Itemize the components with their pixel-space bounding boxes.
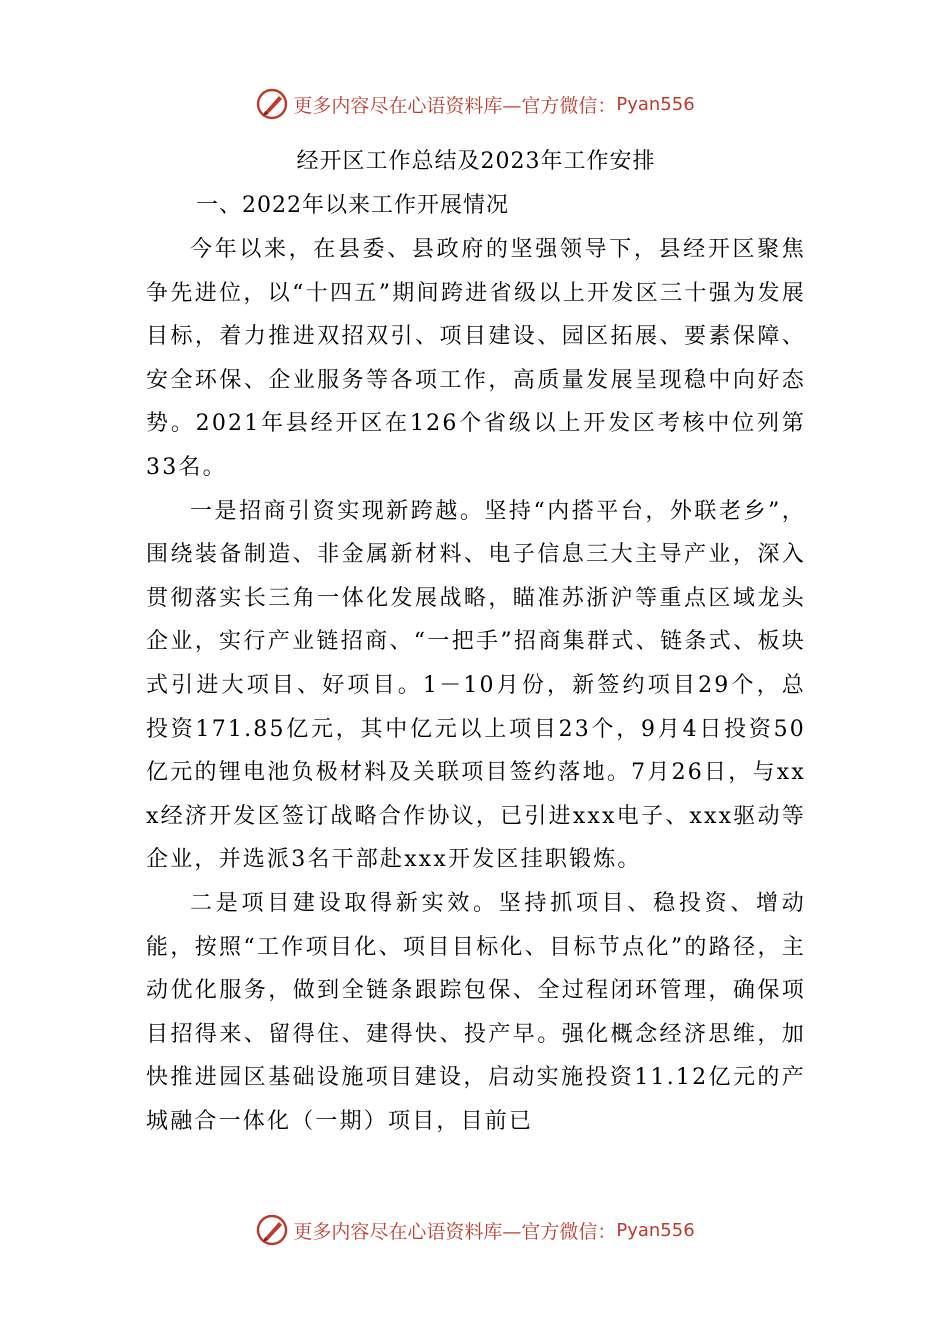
paragraph-investment: 一是招商引资实现新跨越。坚持“内搭平台，外联老乡”，围绕装备制造、非金属新材料、电子信息三大主导产业，深入贯彻落实长三角一体化发展战略，瞄准苏浙沪等重点区域龙头企业，实行产业链招商、“一把手”招商集群式、链条式、板块式引进大项目、好项目。1－10月份，新签约项目29个，总投资171.85亿元，其中亿元以上项目23个，9月4日投资50亿元的锂电池负极材料及关联项目签约落地。7月26日，与xxx经济开发区签订战略合作协议，已引进xxx电子、xxx驱动等企业，并选派3名干部赴xxx开发区挂职锻炼。 [146,498,806,873]
section-heading: 一、2022年以来工作开展情况 [196,193,509,218]
document-body [146,140,806,1143]
paragraph-intro: 今年以来，在县委、县政府的坚强领导下，县经开区聚焦争先进位，以“十四五”期间跨进省级以上开发区三十强为发展目标，着力推进双招双引、项目建设、园区拓展、要素保障、安全环保、企业服务等各项工作，高质量发展呈现稳中向好态势。2021年县经开区在126个省级以上开发区考核中位列第33名。 [146,237,806,480]
pen-logo-icon [255,1213,289,1247]
watermark-footer [0,1210,950,1250]
watermark-text: 更多内容尽在心语资料库—官方微信： [293,1220,617,1243]
pen-logo-icon [255,87,289,121]
document-title: 经开区工作总结及2023年工作安排 [296,149,656,174]
watermark-handle: Pyan556 [616,93,695,115]
watermark-handle: Pyan556 [616,1219,695,1241]
watermark-text: 更多内容尽在心语资料库—官方微信： [293,94,617,117]
watermark-header [0,84,950,124]
paragraph-projects: 二是项目建设取得新实效。坚持抓项目、稳投资、增动能，按照“工作项目化、项目目标化、目标节点化”的路径，主动优化服务，做到全链条跟踪包保、全过程闭环管理，确保项目招得来、留得住、建得快、投产早。强化概念经济思维，加快推进园区基础设施项目建设，启动实施投资11.12亿元的产城融合一体化（一期）项目，目前已 [146,890,806,1134]
